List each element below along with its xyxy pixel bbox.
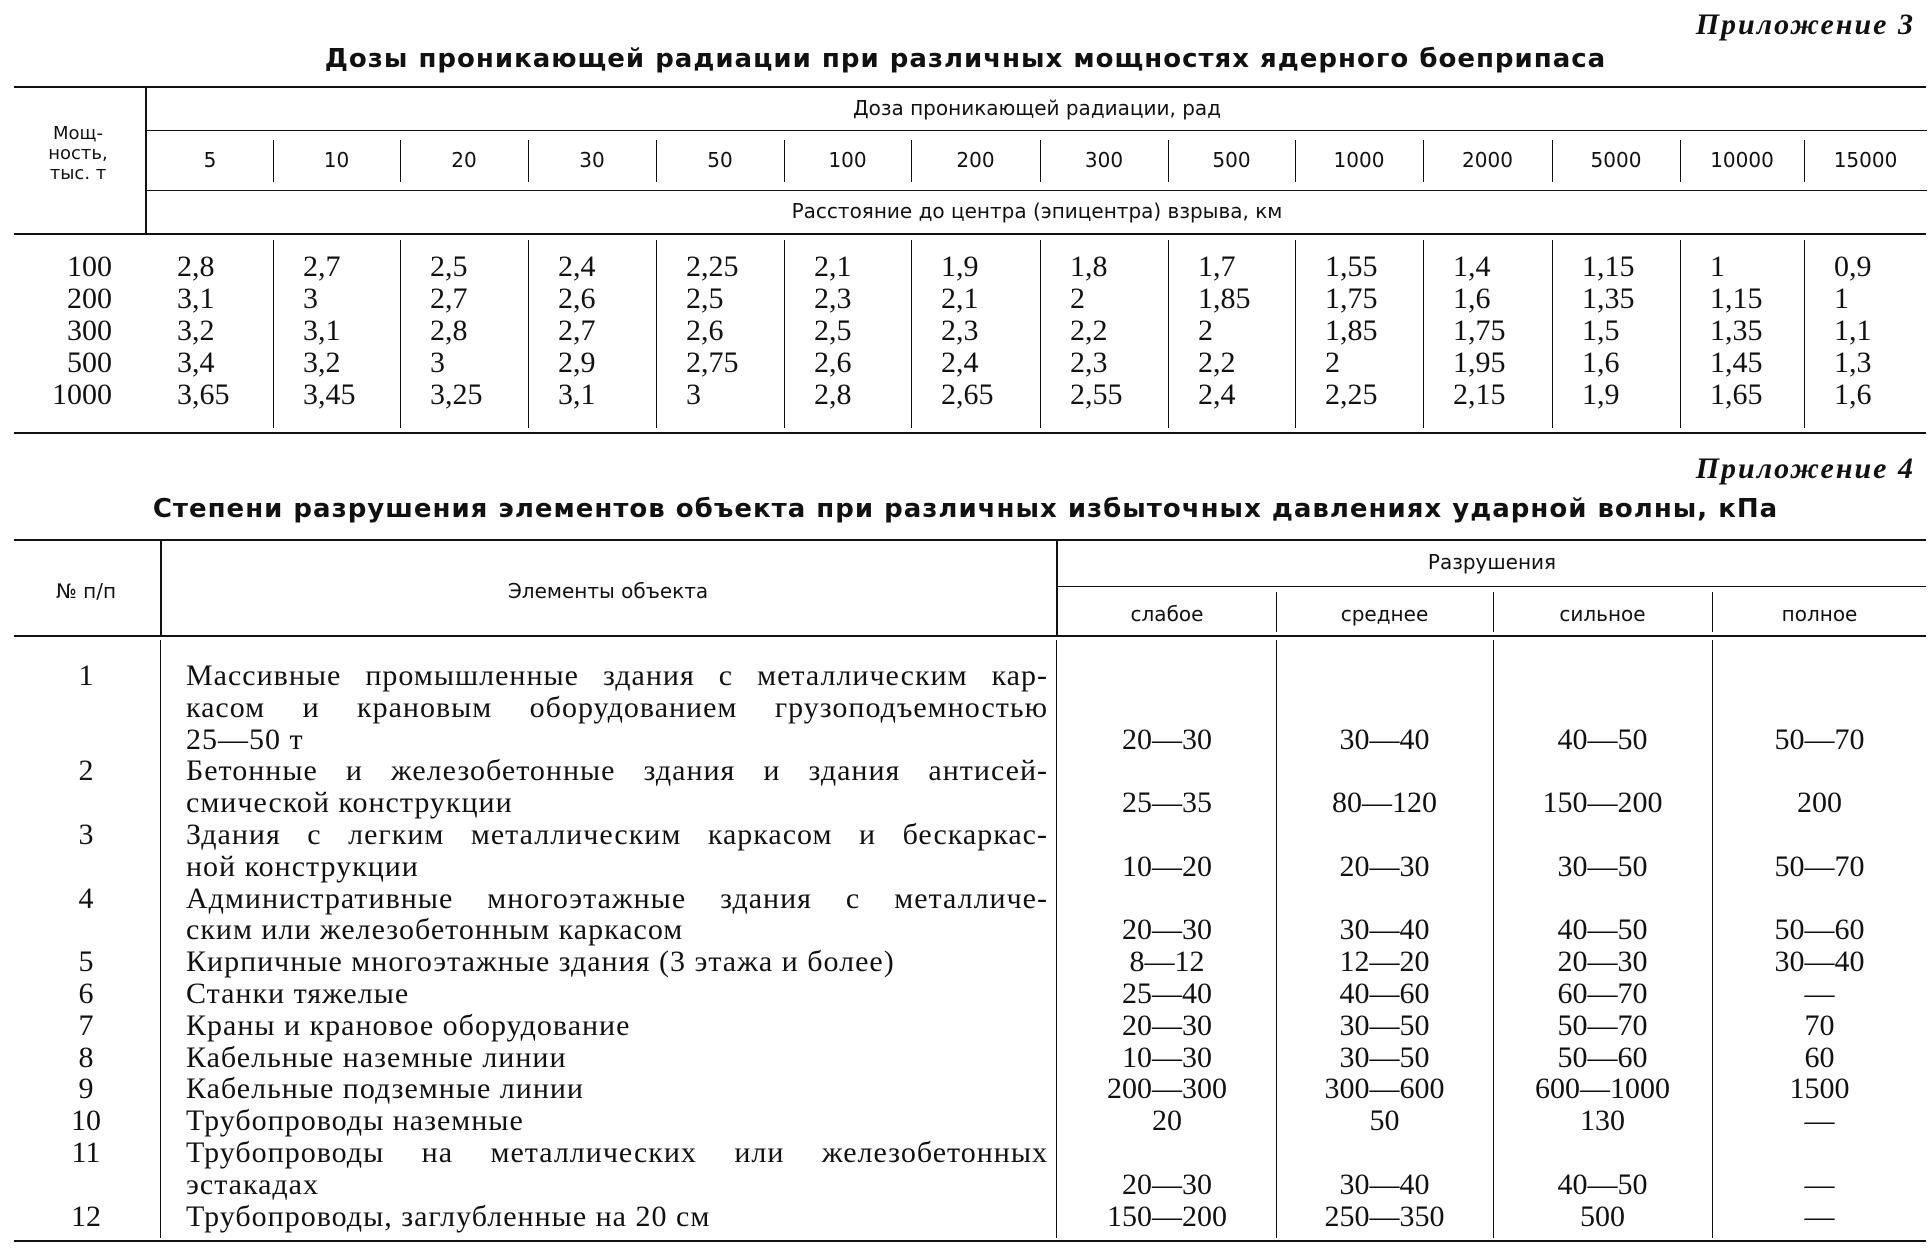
distance-value: 1,4 — [1453, 250, 1491, 283]
pressure-value: 10—30 — [1122, 1040, 1212, 1074]
dose-divider — [528, 140, 529, 182]
distance-value: 2,2 — [1070, 314, 1108, 347]
distance-value: 2,3 — [1070, 346, 1108, 379]
elements-column-header: Элементы объекта — [507, 579, 709, 603]
element-description: Станки тяжелые — [186, 977, 410, 1010]
distance-value: 1,85 — [1325, 314, 1378, 347]
pressure-value: 70 — [1804, 1008, 1835, 1042]
element-description: Краны и крановое оборудование — [186, 1008, 631, 1042]
distance-value: 2,7 — [558, 314, 596, 347]
pressure-value: 30—40 — [1339, 1167, 1430, 1201]
distance-header: Расстояние до центра (эпицентра) взрыва, км — [791, 199, 1283, 223]
table-4-header-rule — [14, 635, 1926, 637]
column-divider — [1552, 240, 1553, 428]
column-divider — [273, 240, 274, 428]
damage-level-divider — [1712, 592, 1713, 632]
dose-value: 10 — [323, 148, 350, 172]
pressure-value: — — [1804, 1104, 1835, 1138]
distance-value: 2,8 — [177, 250, 215, 283]
pressure-value: 10—20 — [1122, 849, 1212, 883]
pressure-value: 25—35 — [1122, 786, 1212, 820]
row-number: 12 — [71, 1199, 101, 1233]
distance-value: 2,6 — [814, 346, 852, 379]
row-number: 10 — [71, 1104, 101, 1138]
pressure-value: 600—1000 — [1535, 1072, 1670, 1106]
distance-value: 1,6 — [1834, 378, 1872, 411]
dose-value: 30 — [579, 148, 605, 172]
dose-value: 300 — [1084, 148, 1124, 172]
distance-value: 1,1 — [1834, 314, 1872, 347]
pressure-value: 50—70 — [1774, 849, 1865, 883]
pressure-value: 30—40 — [1774, 945, 1865, 979]
damage-level-divider — [1493, 592, 1494, 632]
distance-value: 1,75 — [1325, 282, 1378, 315]
column-divider — [160, 640, 161, 1238]
distance-value: 1,9 — [1582, 378, 1620, 411]
row-number: 2 — [78, 754, 94, 788]
table-3-bottom-rule — [14, 432, 1926, 434]
dose-value: 1000 — [1333, 148, 1385, 172]
damage-level-divider — [1276, 592, 1277, 632]
row-number: 11 — [71, 1136, 101, 1169]
pressure-value: 60—70 — [1557, 977, 1648, 1010]
pressure-value: 40—50 — [1557, 1167, 1648, 1201]
row-number: 3 — [78, 818, 94, 851]
distance-value: 3 — [430, 346, 445, 379]
dose-divider — [1423, 140, 1424, 182]
distance-value: 2,4 — [1198, 378, 1236, 411]
dose-header-rule — [147, 130, 1927, 131]
distance-value: 2,4 — [558, 250, 596, 283]
dose-value: 100 — [828, 148, 867, 172]
distance-value: 2,8 — [814, 378, 852, 411]
column-divider — [1295, 240, 1296, 428]
table-3-title: Дозы проникающей радиации при различных мощностях ядерного боеприпаса — [324, 44, 1607, 74]
column-divider — [1804, 240, 1805, 428]
dose-value: 500 — [1212, 148, 1251, 172]
table-4-top-rule — [14, 539, 1926, 541]
dose-divider — [911, 140, 912, 182]
element-description: Административные многоэтажные здания с металличе- — [186, 881, 1048, 915]
dose-divider — [273, 140, 274, 182]
dose-divider — [656, 140, 657, 182]
distance-value: 3,2 — [177, 314, 215, 347]
pressure-value: 20—30 — [1339, 849, 1430, 883]
element-description: касом и крановым оборудованием грузоподъемностью — [186, 690, 1048, 724]
column-divider — [1680, 240, 1681, 428]
dose-value: 5000 — [1590, 148, 1642, 172]
distance-value: 3,2 — [303, 346, 341, 379]
pressure-value: 150—200 — [1542, 786, 1663, 820]
pressure-value: 40—50 — [1557, 913, 1648, 947]
distance-value: 2,25 — [686, 250, 739, 283]
pressure-value: 50—70 — [1557, 1008, 1648, 1042]
pressure-value: 50 — [1369, 1104, 1400, 1138]
power-header-line: Мощ- — [53, 123, 103, 144]
distance-value: 2,2 — [1198, 346, 1236, 379]
element-description: Кабельные подземные линии — [186, 1072, 584, 1106]
distance-value: 1,55 — [1325, 250, 1378, 283]
column-divider — [656, 240, 657, 428]
distance-value: 1,6 — [1453, 282, 1491, 315]
row-number: 8 — [78, 1040, 94, 1074]
distance-value: 1,6 — [1582, 346, 1620, 379]
element-description: Здания с легким металлическим каркасом и бескаркас- — [186, 818, 1048, 851]
distance-value: 2 — [1070, 282, 1085, 315]
distance-value: 3 — [686, 378, 701, 411]
column-divider — [1168, 240, 1169, 428]
column-divider — [400, 240, 401, 428]
column-divider — [911, 240, 912, 428]
pressure-value: 20—30 — [1122, 1167, 1212, 1201]
pressure-value: 40—60 — [1339, 977, 1430, 1010]
pressure-value: 20—30 — [1557, 945, 1648, 979]
distance-value: 2,1 — [814, 250, 852, 283]
dose-divider — [784, 140, 785, 182]
distance-value: 1,75 — [1453, 314, 1506, 347]
distance-value: 2 — [1198, 314, 1213, 347]
distance-value: 2,75 — [686, 346, 739, 379]
distance-value: 3,1 — [558, 378, 596, 411]
distance-value: 1,65 — [1710, 378, 1763, 411]
power-value: 500 — [67, 346, 112, 379]
dose-divider — [400, 140, 401, 182]
column-divider — [1423, 240, 1424, 428]
pressure-value: 200—300 — [1107, 1072, 1227, 1106]
appendix-3-label: Приложение 3 — [1695, 8, 1915, 41]
dose-value: 15000 — [1833, 148, 1898, 172]
row-number: 6 — [78, 977, 94, 1010]
pressure-value: 50—60 — [1557, 1040, 1648, 1074]
pressure-value: — — [1804, 1167, 1835, 1201]
distance-value: 2,9 — [558, 346, 596, 379]
element-description: Массивные промышленные здания с металлическим кар- — [186, 659, 1048, 692]
power-value: 100 — [67, 250, 112, 283]
distance-value: 2,4 — [941, 346, 979, 379]
element-description: смической конструкции — [186, 786, 513, 820]
pressure-value: 80—120 — [1332, 786, 1437, 820]
dose-value: 2000 — [1462, 148, 1513, 172]
distance-value: 2,3 — [941, 314, 979, 347]
distance-value: 2,7 — [430, 282, 468, 315]
power-value: 300 — [67, 314, 112, 347]
pressure-value: 200 — [1797, 786, 1842, 820]
distance-value: 2,7 — [303, 250, 341, 283]
column-divider — [1040, 240, 1041, 428]
distance-value: 1,5 — [1582, 314, 1620, 347]
distance-value: 1,35 — [1582, 282, 1635, 315]
dose-divider — [1040, 140, 1041, 182]
pressure-value: — — [1804, 1199, 1835, 1233]
distance-value: 1,95 — [1453, 346, 1506, 379]
pressure-value: 25—40 — [1122, 977, 1212, 1010]
pressure-value: — — [1804, 977, 1835, 1010]
element-description: Трубопроводы наземные — [186, 1104, 524, 1138]
pressure-value: 8—12 — [1129, 945, 1205, 979]
row-number: 7 — [78, 1008, 94, 1042]
distance-value: 3,65 — [177, 378, 230, 411]
dose-divider — [1295, 140, 1296, 182]
distance-value: 2,5 — [814, 314, 852, 347]
distance-value: 1,9 — [941, 250, 979, 283]
num-column-header: № п/п — [55, 579, 117, 603]
damage-level-header: среднее — [1340, 602, 1429, 626]
dose-divider — [1552, 140, 1553, 182]
power-header-line: ность, — [48, 143, 108, 164]
power-value: 1000 — [52, 378, 112, 411]
distance-value: 1,85 — [1198, 282, 1251, 315]
dose-value: 10000 — [1710, 148, 1774, 172]
pressure-value: 30—40 — [1339, 913, 1430, 947]
dose-divider — [1804, 140, 1805, 182]
column-divider — [1056, 640, 1057, 1238]
element-description: ским или железобетонным каркасом — [186, 913, 684, 947]
distance-value: 1,45 — [1710, 346, 1763, 379]
pressure-value: 1500 — [1789, 1072, 1850, 1106]
power-header-line: тыс. т — [49, 163, 107, 184]
distance-value: 2,6 — [558, 282, 596, 315]
row-number: 1 — [78, 659, 94, 692]
pressure-value: 40—50 — [1557, 722, 1648, 756]
dose-divider — [1680, 140, 1681, 182]
dose-header: Доза проникающей радиации, рад — [853, 96, 1221, 120]
damage-level-header: слабое — [1130, 602, 1204, 626]
appendix-4-label: Приложение 4 — [1695, 452, 1915, 485]
distance-value: 3,45 — [303, 378, 356, 411]
table-4-bottom-rule — [14, 1240, 1926, 1242]
pressure-value: 60 — [1804, 1040, 1835, 1074]
distance-value: 1 — [1834, 282, 1849, 315]
distance-value: 2,1 — [941, 282, 979, 315]
column-divider — [528, 240, 529, 428]
damage-level-header: сильное — [1559, 602, 1646, 626]
pressure-value: 20—30 — [1122, 1008, 1212, 1042]
element-description: ной конструкции — [186, 849, 419, 883]
pressure-value: 20—30 — [1122, 722, 1212, 756]
pressure-value: 20—30 — [1122, 913, 1212, 947]
pressure-value: 30—40 — [1339, 722, 1430, 756]
dose-values-rule — [147, 190, 1927, 191]
pressure-value: 12—20 — [1339, 945, 1430, 979]
table-3-header-rule — [14, 233, 1926, 235]
dose-value: 20 — [451, 148, 477, 172]
table-4-title: Степени разрушения элементов объекта при различных избыточных давлениях ударной волны, кПа — [152, 494, 1779, 524]
pressure-value: 50—70 — [1774, 722, 1865, 756]
element-description: Трубопроводы на металлических или железобетонных — [186, 1136, 1048, 1169]
element-description: Кабельные наземные линии — [186, 1040, 567, 1074]
distance-value: 2,55 — [1070, 378, 1123, 411]
dose-value: 200 — [956, 148, 995, 172]
distance-value: 2,5 — [686, 282, 724, 315]
row-number: 4 — [78, 881, 94, 915]
distance-value: 1,15 — [1710, 282, 1763, 315]
distance-value: 3 — [303, 282, 318, 315]
power-column-header — [14, 124, 142, 184]
pressure-value: 20 — [1152, 1104, 1182, 1138]
pressure-value: 50—60 — [1774, 913, 1865, 947]
distance-value: 3,1 — [177, 282, 215, 315]
dose-value: 50 — [707, 148, 733, 172]
distance-value: 1,35 — [1710, 314, 1763, 347]
distance-value: 3,4 — [177, 346, 215, 379]
element-description: Кирпичные многоэтажные здания (3 этажа и более) — [186, 945, 895, 979]
power-value: 200 — [67, 282, 112, 315]
distance-value: 2 — [1325, 346, 1340, 379]
table-3-top-rule — [14, 86, 1926, 88]
element-description: 25—50 т — [186, 722, 304, 756]
damage-level-header: полное — [1781, 602, 1858, 626]
distance-value: 2,15 — [1453, 378, 1506, 411]
damage-header: Разрушения — [1427, 550, 1557, 574]
distance-value: 1,3 — [1834, 346, 1872, 379]
distance-value: 2,25 — [1325, 378, 1378, 411]
distance-value: 0,9 — [1834, 250, 1872, 283]
distance-value: 2,6 — [686, 314, 724, 347]
damage-header-rule — [1058, 586, 1926, 587]
row-number: 5 — [78, 945, 94, 979]
dose-value: 5 — [203, 148, 217, 172]
pressure-value: 30—50 — [1339, 1008, 1430, 1042]
pressure-value: 130 — [1580, 1104, 1625, 1138]
pressure-value: 300—600 — [1324, 1072, 1445, 1106]
element-description: Трубопроводы, заглубленные на 20 см — [186, 1199, 711, 1233]
pressure-value: 500 — [1580, 1199, 1625, 1233]
distance-value: 3,25 — [430, 378, 483, 411]
column-divider — [784, 240, 785, 428]
distance-value: 1,15 — [1582, 250, 1635, 283]
dose-divider — [1168, 140, 1169, 182]
pressure-value: 250—350 — [1324, 1199, 1445, 1233]
pressure-value: 30—50 — [1339, 1040, 1430, 1074]
element-description: Бетонные и железобетонные здания и здания антисей- — [186, 754, 1048, 788]
distance-value: 2,3 — [814, 282, 852, 315]
distance-value: 2,65 — [941, 378, 994, 411]
pressure-value: 150—200 — [1107, 1199, 1227, 1233]
distance-value: 2,5 — [430, 250, 468, 283]
pressure-value: 30—50 — [1557, 849, 1648, 883]
distance-value: 2,8 — [430, 314, 468, 347]
element-description: эстакадах — [186, 1167, 319, 1201]
distance-value: 1,7 — [1198, 250, 1236, 283]
row-number: 9 — [78, 1072, 94, 1106]
distance-value: 1,8 — [1070, 250, 1108, 283]
distance-value: 1 — [1710, 250, 1725, 283]
distance-value: 3,1 — [303, 314, 341, 347]
